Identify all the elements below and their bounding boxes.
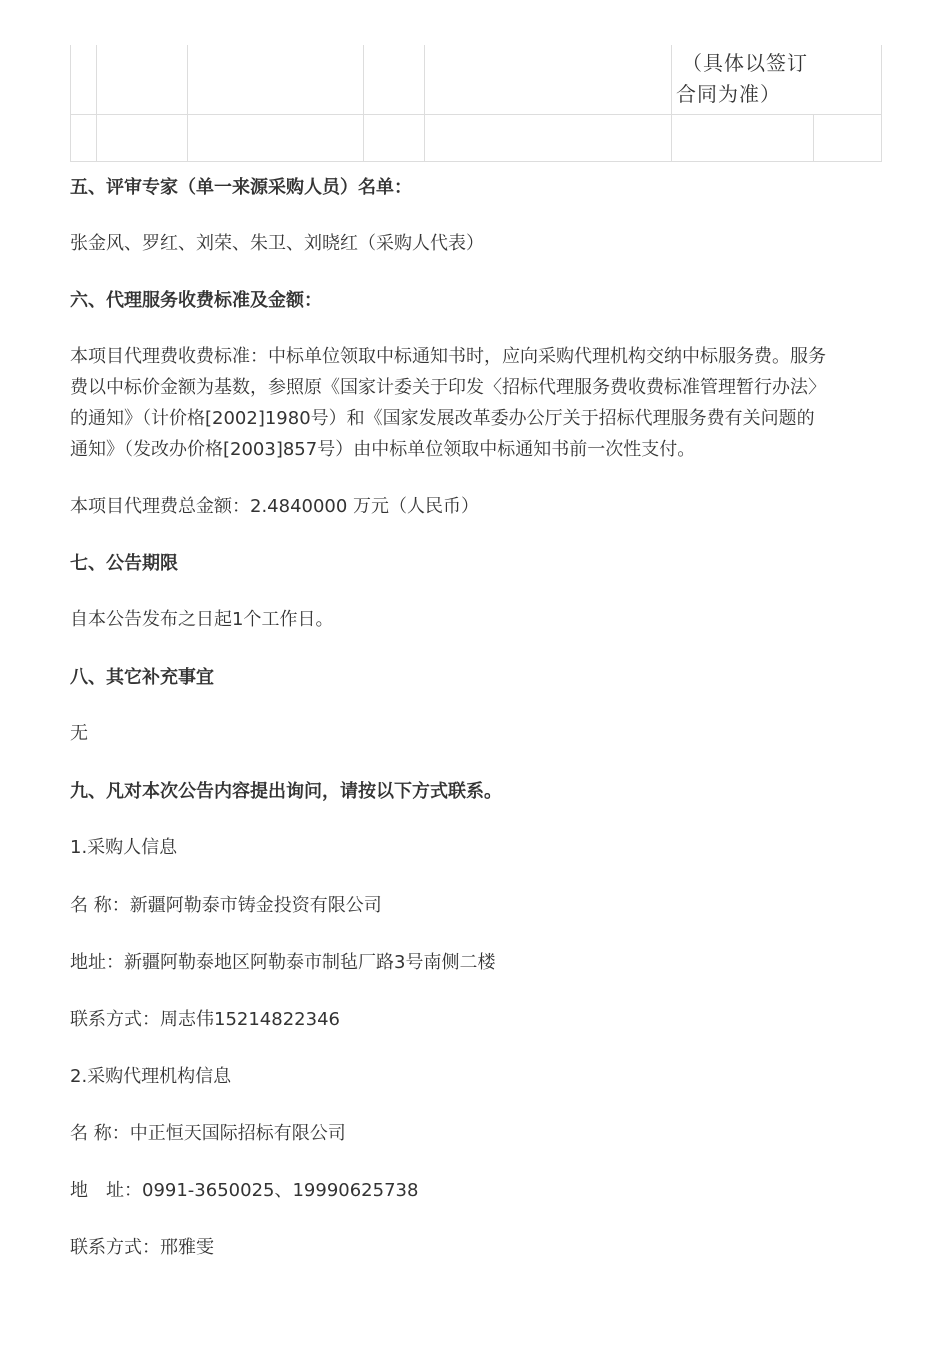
table-cell: [425, 45, 672, 115]
buyer-info-header: 1.采购人信息: [70, 837, 178, 858]
agency-fee-total: 本项目代理费总金额：2.4840000 万元（人民币）: [70, 496, 480, 517]
notice-period: 自本公告发布之日起1个工作日。: [70, 609, 334, 630]
table-cell: [425, 115, 672, 162]
experts-list: 张金风、罗红、刘荣、朱卫、刘晓红（采购人代表）: [70, 233, 484, 254]
agency-info-header: 2.采购代理机构信息: [70, 1066, 232, 1087]
section-title-agency-fee: 六、代理服务收费标准及金额：: [70, 290, 322, 311]
table-cell: [97, 115, 188, 162]
table-cell: [364, 45, 425, 115]
section-title-contact: 九、凡对本次公告内容提出询问，请按以下方式联系。: [70, 781, 502, 802]
result-table-fragment: [70, 45, 882, 162]
agency-contact: 联系方式：邢雅雯: [70, 1237, 214, 1258]
section-title-other-matters: 八、其它补充事宜: [70, 667, 214, 688]
buyer-contact: 联系方式：周志伟15214822346: [70, 1009, 340, 1030]
contract-note-line1: （具体以签订: [682, 51, 808, 75]
other-matters: 无: [70, 723, 88, 744]
table-cell: [71, 115, 97, 162]
section-title-notice-period: 七、公告期限: [70, 553, 178, 574]
table-cell: [97, 45, 188, 115]
table-cell: [188, 45, 364, 115]
fee-line-1: 本项目代理费收费标准：中标单位领取中标通知书时，应向采购代理机构交纳中标服务费。服务: [70, 346, 826, 367]
table-cell: [814, 115, 882, 162]
agency-name: 名 称：中正恒天国际招标有限公司: [70, 1123, 346, 1144]
buyer-name: 名 称：新疆阿勒泰市铸金投资有限公司: [70, 895, 382, 916]
table-cell-contract-note: [672, 45, 882, 115]
contract-note-line2: 合同为准）: [676, 82, 781, 106]
table-cell: [364, 115, 425, 162]
table-cell: [71, 45, 97, 115]
buyer-address: 地址：新疆阿勒泰地区阿勒泰市制毡厂路3号南侧二楼: [70, 952, 496, 973]
table-row: [71, 45, 882, 115]
agency-fee-description: [70, 341, 881, 465]
table-cell: [672, 115, 814, 162]
fee-line-2: 费以中标价金额为基数，参照原《国家计委关于印发〈招标代理服务费收费标准管理暂行办法〉: [70, 377, 826, 398]
fee-line-4: 通知》（发改办价格[2003]857号）由中标单位领取中标通知书前一次性支付。: [70, 439, 696, 460]
section-title-experts: 五、评审专家（单一来源采购人员）名单：: [70, 177, 412, 198]
agency-address: 地 址：0991-3650025、19990625738: [70, 1180, 419, 1201]
table-cell: [188, 115, 364, 162]
table-row: [71, 115, 882, 162]
fee-line-3: 的通知》（计价格[2002]1980号）和《国家发展改革委办公厅关于招标代理服务费有关问题的: [70, 408, 815, 429]
